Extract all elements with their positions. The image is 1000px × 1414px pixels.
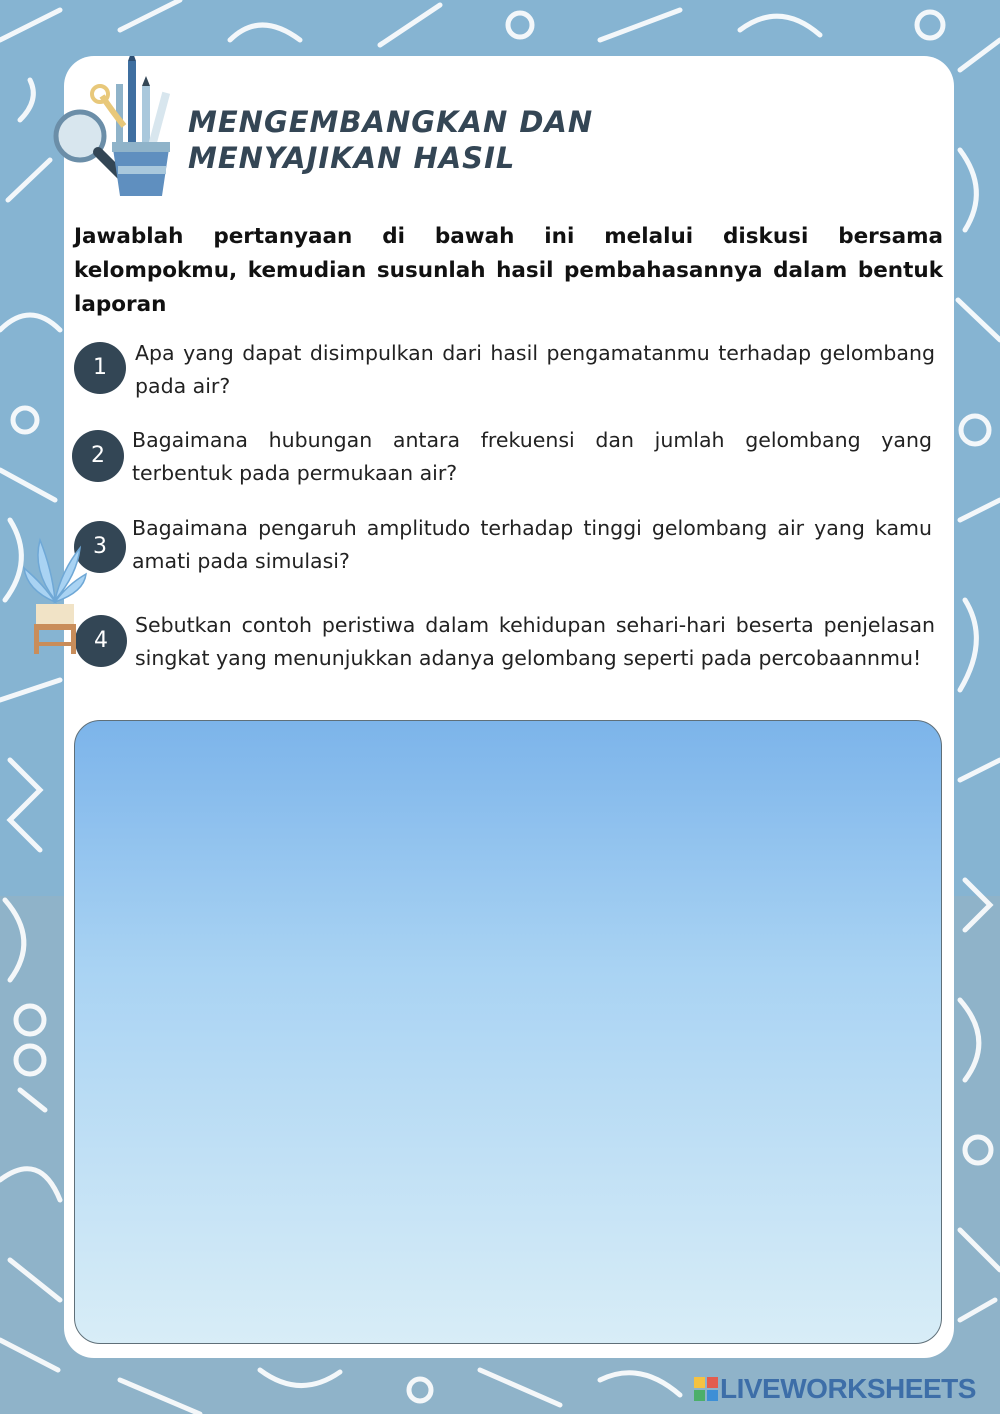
question-text: Bagaimana pengaruh amplitudo terhadap tinggi gelombang air yang kamu amati pada simulasi? — [132, 516, 932, 573]
page-title — [188, 104, 593, 176]
instruction-text: Jawablah pertanyaan di bawah ini melalui diskusi bersama kelompokmu, kemudian susunlah hasil pembahasannya dalam bentuk laporan — [74, 224, 943, 317]
answer-area[interactable] — [74, 720, 942, 1344]
liveworksheets-logo — [694, 1374, 976, 1404]
question-text: Bagaimana hubungan antara frekuensi dan jumlah gelombang yang terbentuk pada permukaan air? — [132, 428, 932, 485]
potted-plant-icon — [22, 530, 88, 658]
title-line-1: MENGEMBANGKAN DAN — [188, 105, 594, 139]
stationery-cup-icon — [50, 56, 185, 201]
liveworksheets-mark-icon — [694, 1377, 718, 1401]
question-number-badge: 4 — [75, 615, 127, 667]
question-text: Apa yang dapat disimpulkan dari hasil pengamatanmu terhadap gelombang pada air? — [135, 341, 935, 398]
title-line-2: MENYAJIKAN HASIL — [188, 141, 516, 175]
question-number-badge: 2 — [72, 430, 124, 482]
brand-name: LIVEWORKSHEETS — [720, 1373, 976, 1404]
question-number-badge: 1 — [74, 342, 126, 394]
question-number-badge: 3 — [74, 521, 126, 573]
question-text: Sebutkan contoh peristiwa dalam kehidupan sehari-hari beserta penjelasan singkat yang menunjukkan adanya gelombang seperti pada percobaannmu! — [135, 613, 935, 670]
